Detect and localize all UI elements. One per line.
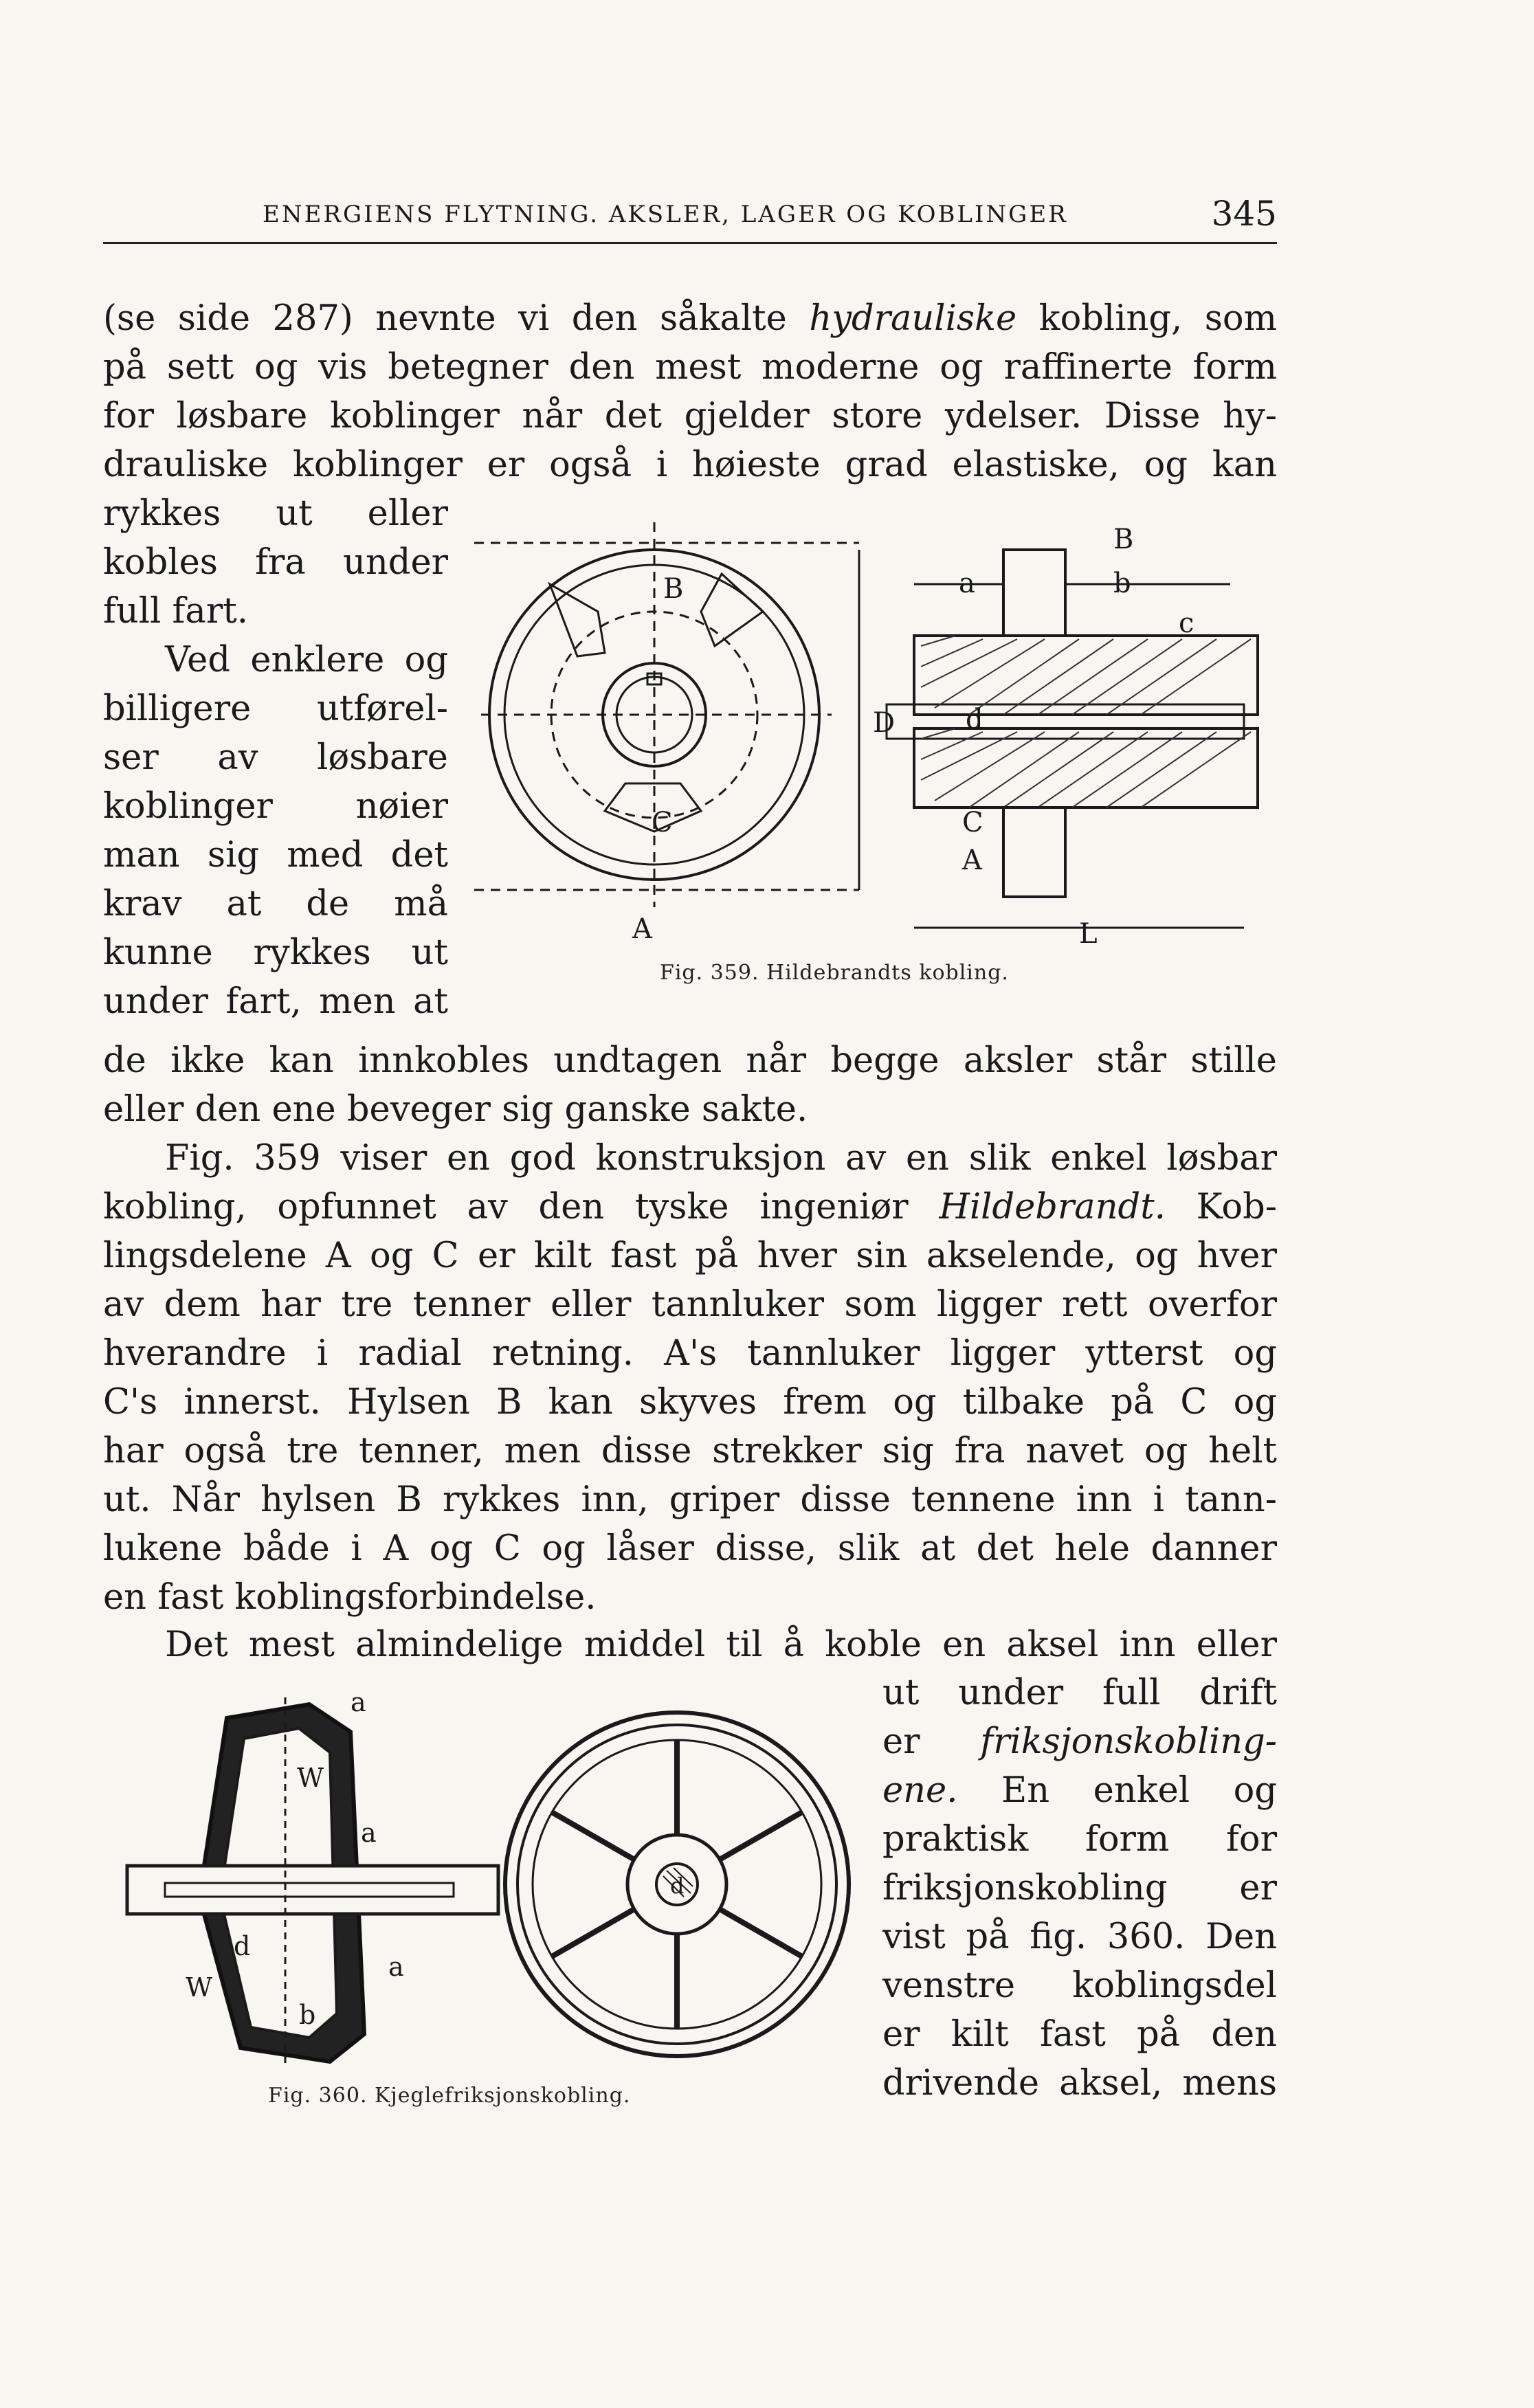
text-line: lingsdelene A og C er kilt fast på hver sin akselende, og hver [103, 1236, 1277, 1276]
text-line: ut. Når hylsen B rykkes inn, griper disse tennene inn i tann- [103, 1480, 1277, 1520]
wrapped-column-right [882, 1669, 1277, 2108]
emphasis: ene. [882, 1770, 958, 1811]
text-line: de ikke kan innkobles undtagen når begge aksler står stille [103, 1040, 1277, 1081]
text-line: Ved enklere og [165, 640, 448, 680]
text-line: drauliske koblinger er også i høieste grad elastiske, og kan [103, 445, 1277, 485]
label-small-a: a [959, 568, 975, 599]
figure-359-caption: Fig. 359. Hildebrandts kobling. [660, 961, 1009, 985]
paragraph-intro [103, 294, 1277, 489]
text-line: Det mest almindelige middel til å koble en aksel inn eller [165, 1625, 1277, 1665]
sleeve-b-bottom [1003, 807, 1065, 897]
text-line: full fart. [103, 591, 248, 632]
label-w-top: W [297, 1763, 324, 1793]
text-line: kobles fra under [103, 542, 448, 583]
text-line: drivende aksel, mens [882, 2063, 1277, 2104]
label-d-center: d [670, 1873, 685, 1899]
page-header [103, 187, 1277, 244]
coupling-lower-section [914, 728, 1258, 807]
text-line: under fart, men at [103, 981, 448, 1022]
label-b: b [299, 2000, 316, 2030]
text-line: C's innerst. Hylsen B kan skyves frem og tilbake på C og [103, 1382, 1277, 1423]
label-small-b: b [1113, 568, 1131, 599]
emphasis: Hildebrandt. [939, 1187, 1166, 1227]
text-line: ene. En enkel og [882, 1770, 1277, 1811]
label-a-endview: A [632, 913, 652, 945]
label-small-d: d [966, 704, 983, 735]
text-line: krav at de må [103, 884, 448, 924]
emphasis: hydrauliske [809, 298, 1017, 339]
label-c-sideview: C [962, 807, 983, 838]
label-a-low: a [388, 1952, 404, 1982]
figure-359-hildebrandt-coupling [474, 509, 1278, 976]
label-b-sideview: B [1113, 524, 1134, 555]
emphasis: friksjonskobling- [980, 1721, 1277, 1762]
text-line: billigere utførel- [103, 689, 448, 729]
text-line: er friksjonskobling- [882, 1721, 1277, 1762]
page-number: 345 [1211, 194, 1277, 234]
text-line: rykkes ut eller [103, 493, 448, 534]
label-d-left: d [234, 1931, 251, 1961]
text-line: venstre koblingsdel [882, 1965, 1277, 2006]
text-line: koblinger nøier [103, 786, 448, 827]
text-line: hverandre i radial retning. A's tannluker ligger ytterst og [103, 1333, 1277, 1374]
label-d-dimension: D [873, 707, 896, 739]
paragraph-friction-intro [103, 1620, 1277, 1669]
text-line: eller den ene beveger sig ganske sakte. [103, 1089, 808, 1130]
label-b-endview: B [663, 573, 684, 605]
text-line: for løsbare koblinger når det gjelder store ydelser. Disse hy- [103, 396, 1277, 436]
text-line: (se side 287) nevnte vi den såkalte hydrauliske kobling, som [103, 298, 1277, 339]
label-a-top: a [351, 1691, 366, 1717]
text-line: ut under full drift [882, 1673, 1277, 1713]
text-line: en fast koblingsforbindelse. [103, 1577, 597, 1618]
text-line: lukene både i A og C og låser disse, slik at det hele danner [103, 1528, 1277, 1569]
figure-360-cone-friction-coupling [124, 1691, 859, 2075]
label-a-mid: a [361, 1818, 377, 1848]
text-line: Fig. 359 viser en god konstruksjon av en slik enkel løsbar [165, 1138, 1277, 1179]
text-line: på sett og vis betegner den mest moderne og raffinerte form [103, 347, 1277, 388]
text-line: ser av løsbare [103, 737, 448, 778]
label-a-sideview: A [962, 845, 982, 876]
text-line: av dem har tre tenner eller tannluker som ligger rett overfor [103, 1284, 1277, 1325]
wrapped-column-left [103, 489, 448, 1026]
text-line: kobling, opfunnet av den tyske ingeniør Hildebrandt. Kob- [103, 1187, 1277, 1227]
text-line: har også tre tenner, men disse strekker sig fra navet og helt [103, 1431, 1277, 1471]
running-head: ENERGIENS FLYTNING. AKSLER, LAGER OG KOBLINGER [263, 201, 1068, 228]
text-line: er kilt fast på den [882, 2014, 1277, 2055]
text-line: vist på fig. 360. Den [882, 1917, 1277, 1957]
label-c-endview: C [652, 807, 673, 838]
shaft [127, 1866, 498, 1914]
text-line: man sig med det [103, 835, 448, 876]
text-line: kunne rykkes ut [103, 933, 448, 973]
text-line: friksjonskobling er [882, 1868, 1277, 1908]
label-l-length: L [1079, 918, 1098, 950]
text-line: praktisk form for [882, 1819, 1277, 1860]
coupling-upper-section [914, 636, 1258, 715]
paragraph-fig359-description [103, 1134, 1277, 1622]
paragraph-intro-end [103, 1036, 1277, 1134]
label-w-low: W [186, 1972, 213, 2003]
figure-360-caption: Fig. 360. Kjeglefriksjonskobling. [268, 2084, 631, 2108]
sleeve-b-top [1003, 550, 1065, 636]
label-small-c: c [1179, 607, 1194, 639]
